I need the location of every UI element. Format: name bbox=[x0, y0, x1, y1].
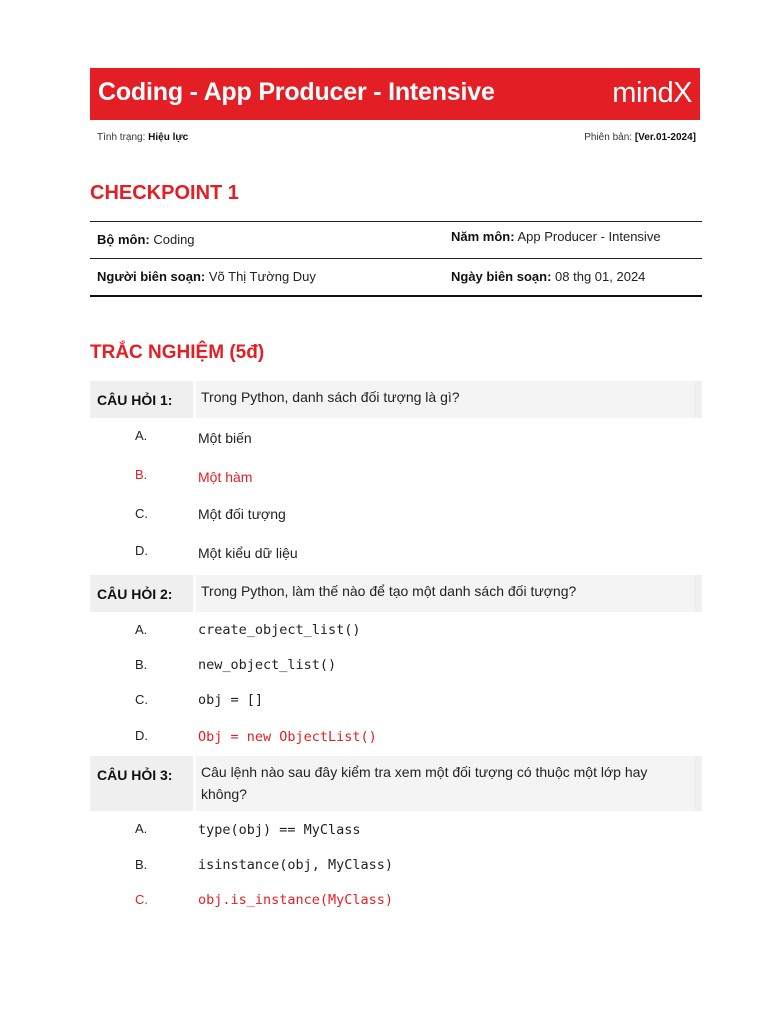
option-text: obj = [] bbox=[198, 692, 264, 708]
course-cell bbox=[451, 229, 661, 244]
section-title: TRẮC NGHIỆM (5đ) bbox=[90, 342, 265, 363]
course-value: App Producer - Intensive bbox=[517, 229, 661, 244]
mindx-logo: mindX bbox=[612, 77, 692, 109]
question-1-label: CÂU HỎI 1: bbox=[97, 392, 173, 408]
question-3-label: CÂU HỎI 3: bbox=[97, 767, 173, 783]
status-value: Hiệu lực bbox=[148, 132, 189, 143]
option-text: Một đối tượng bbox=[198, 506, 286, 522]
option-text: isinstance(obj, MyClass) bbox=[198, 857, 394, 873]
option-letter: D. bbox=[135, 728, 148, 743]
question-2-label: CÂU HỎI 2: bbox=[97, 586, 173, 602]
subject-cell bbox=[97, 232, 195, 247]
option-letter: D. bbox=[135, 543, 148, 558]
date-cell bbox=[451, 269, 645, 284]
option-letter-correct: C. bbox=[135, 892, 148, 907]
option-letter: B. bbox=[135, 657, 148, 672]
question-1-header bbox=[90, 381, 702, 418]
question-1-text: Trong Python, danh sách đối tượng là gì? bbox=[193, 381, 694, 418]
option-letter: A. bbox=[135, 428, 148, 443]
question-2-text: Trong Python, làm thế nào để tạo một danh sách đối tượng? bbox=[193, 575, 694, 612]
version-line bbox=[584, 132, 696, 143]
info-table bbox=[90, 221, 702, 299]
option-letter: C. bbox=[135, 506, 148, 521]
course-label: Năm môn: bbox=[451, 229, 515, 244]
status-label: Tình trạng: bbox=[97, 132, 146, 143]
version-value: [Ver.01-2024] bbox=[634, 132, 696, 143]
question-3-header bbox=[90, 756, 702, 811]
version-label: Phiên bản: bbox=[584, 132, 633, 143]
checkpoint-title: CHECKPOINT 1 bbox=[90, 182, 239, 204]
subject-value: Coding bbox=[153, 232, 195, 247]
info-mid-rule bbox=[90, 258, 702, 259]
subject-label: Bộ môn: bbox=[97, 232, 150, 247]
header-banner bbox=[90, 68, 700, 120]
option-letter: A. bbox=[135, 622, 148, 637]
option-text: new_object_list() bbox=[198, 657, 337, 673]
author-label: Người biên soạn: bbox=[97, 269, 206, 284]
option-letter-correct: B. bbox=[135, 467, 148, 482]
question-2-header bbox=[90, 575, 702, 612]
option-text: Một biến bbox=[198, 430, 252, 446]
option-text-correct: Một hàm bbox=[198, 469, 253, 485]
option-text-correct: obj.is_instance(MyClass) bbox=[198, 892, 394, 908]
option-text-correct: Obj = new ObjectList() bbox=[198, 729, 377, 745]
author-value: Võ Thị Tường Duy bbox=[208, 269, 316, 284]
option-text: create_object_list() bbox=[198, 622, 361, 638]
date-label: Ngày biên soạn: bbox=[451, 269, 552, 284]
status-line bbox=[97, 132, 188, 143]
info-top-rule bbox=[90, 221, 702, 222]
question-3-text: Câu lệnh nào sau đây kiểm tra xem một đối tượng có thuộc một lớp hay không? bbox=[193, 756, 694, 811]
option-text: Một kiểu dữ liệu bbox=[198, 545, 298, 561]
option-letter: B. bbox=[135, 857, 148, 872]
info-bottom-rule bbox=[90, 295, 702, 297]
option-letter: A. bbox=[135, 821, 148, 836]
author-cell bbox=[97, 269, 316, 284]
option-letter: C. bbox=[135, 692, 148, 707]
date-value: 08 thg 01, 2024 bbox=[555, 269, 646, 284]
document-title: Coding - App Producer - Intensive bbox=[98, 78, 495, 106]
option-text: type(obj) == MyClass bbox=[198, 822, 361, 838]
